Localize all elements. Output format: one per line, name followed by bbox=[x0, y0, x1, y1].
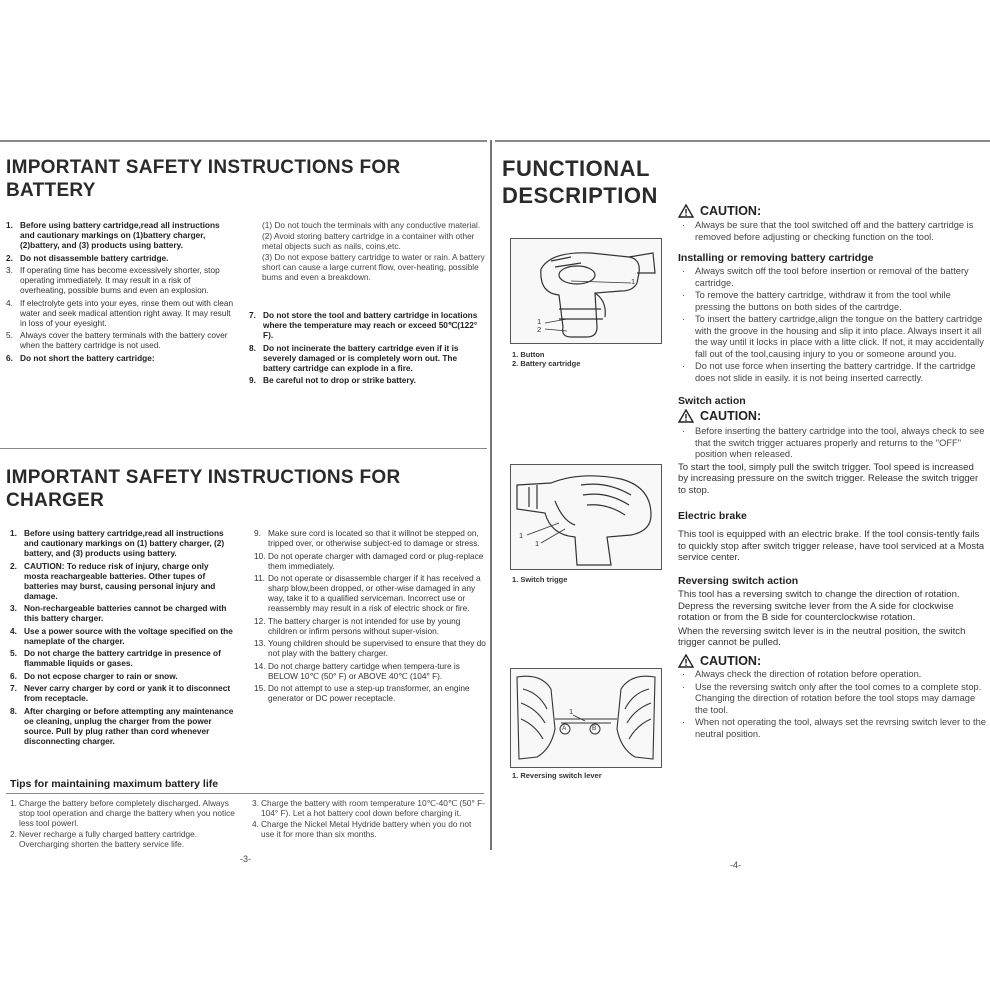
tip-item bbox=[252, 819, 486, 839]
bullet-item bbox=[678, 314, 986, 360]
bullet-dot-icon: · bbox=[682, 361, 686, 371]
item-number: 15. bbox=[254, 683, 266, 693]
tips-left bbox=[10, 798, 242, 850]
electric-brake-paragraph: This tool is equipped with an electric brake. If the tool consis-tently fails to quickly stop after switch trigger release, have tool serviced at a Mosta service center. bbox=[678, 529, 985, 564]
instruction-item bbox=[6, 265, 234, 295]
bullet-dot-icon: · bbox=[682, 220, 686, 230]
warning-icon bbox=[678, 654, 694, 668]
caution-label-1: CAUTION: bbox=[700, 204, 762, 218]
functional-title-line1: FUNCTIONAL bbox=[502, 156, 650, 181]
bullet-item bbox=[678, 266, 986, 289]
instruction-item bbox=[6, 330, 234, 350]
item-text: Never carry charger by cord or yank it to disconnect from receptacle. bbox=[24, 683, 231, 703]
fig2-callout-1b: 1 bbox=[535, 539, 540, 548]
bullet-text: Use the reversing switch only after the tool comes to a complete stop. Changing the direction of rotation before the tool stops may damage the tool. bbox=[695, 681, 982, 715]
item-text: Do not operate or disassemble charger if it has received a sharp blow,been dropped, or other-wise damaged in any way, take it to a qualified serviceman. Incorrect use or reassembly may result in a risk of electric shock or fire. bbox=[268, 573, 481, 613]
instruction-item bbox=[254, 528, 486, 548]
tip-text: Never recharge a fully charged battery cartridge. Overcharging shorten the battery service life. bbox=[19, 829, 198, 849]
item-text: If operating time has become excessively shorter, stop operating immediately. It may result in a risk of overheating, possible bums and even an explosion. bbox=[20, 265, 220, 295]
switch-trigger-illustration bbox=[511, 465, 661, 569]
instruction-item bbox=[254, 616, 486, 636]
item-number: 13. bbox=[254, 638, 266, 648]
fig3-label-b: B bbox=[592, 725, 597, 732]
item-number: 7. bbox=[10, 683, 17, 693]
item-text: Do not disassemble battery cartridge. bbox=[20, 252, 169, 263]
installing-list bbox=[678, 266, 986, 384]
item-text: Young children should be supervised to ensure that they do not play with the battery charger. bbox=[268, 638, 486, 658]
item-number: 2. bbox=[10, 560, 17, 571]
bullet-item bbox=[678, 682, 986, 717]
item-number: 5. bbox=[6, 330, 13, 340]
bullet-text: Always be sure that the tool switched off and the battery cartridge is removed before adjusting or checking function on the tool. bbox=[695, 220, 974, 242]
fig1-callout-2: 2 bbox=[537, 325, 542, 334]
instruction-item bbox=[6, 298, 234, 328]
tip-text: Charge the Nickel Metal Hydride battery when you do not use it for more than six months. bbox=[261, 819, 472, 839]
instruction-item bbox=[249, 375, 487, 385]
installing-title: Installing or removing battery cartridge bbox=[678, 252, 874, 264]
page4-text-column bbox=[678, 204, 986, 741]
battery-title-line1: IMPORTANT SAFETY INSTRUCTIONS FOR bbox=[6, 157, 401, 178]
bullet-text: To remove the battery cartridge, withdraw it from the tool while pressing the buttons on both sides of the cartrdge. bbox=[695, 290, 951, 312]
item-text: Non-rechargeable batteries cannot be charged with this battery charger. bbox=[24, 603, 227, 623]
tip-text: Charge the battery before completely discharged. Always stop tool operation and charge the battery when you notice less tool powerl. bbox=[19, 798, 235, 828]
instruction-item bbox=[6, 353, 234, 363]
instruction-item bbox=[249, 343, 487, 373]
tip-item bbox=[252, 798, 486, 818]
instruction-item bbox=[10, 706, 234, 746]
battery-title-line2: BATTERY bbox=[6, 180, 96, 201]
item-text: Always cover the battery terminals with the battery cover when the battery cartridge is not used. bbox=[20, 330, 228, 350]
functional-title bbox=[502, 155, 672, 209]
figure-switch-trigger bbox=[510, 464, 662, 570]
bullet-item bbox=[678, 290, 986, 313]
charger-title-line1: IMPORTANT SAFETY INSTRUCTIONS FOR bbox=[6, 467, 401, 488]
bullet-dot-icon: · bbox=[682, 266, 686, 276]
item-number: 4. bbox=[10, 625, 17, 636]
item-text: Do not operate charger with damaged cord or plug-replace them immediately. bbox=[268, 550, 484, 571]
item-number: 9. bbox=[254, 528, 261, 538]
bullet-item bbox=[678, 361, 986, 384]
bullet-item bbox=[678, 426, 986, 461]
item-number: 1. bbox=[6, 220, 13, 230]
page4-top-rule bbox=[495, 140, 990, 142]
fig2-callout-1: 1 bbox=[519, 531, 524, 540]
item-text: If electrolyte gets into your eyes, rinse them out with clean water and seek madical attention right away. It may result in loss of your eyesight. bbox=[20, 297, 234, 328]
bullet-dot-icon: · bbox=[682, 717, 686, 728]
drill-illustration bbox=[511, 239, 661, 343]
fig1-callout-1b: 1 bbox=[537, 317, 542, 326]
tips-rule bbox=[6, 793, 484, 794]
item-number: 10. bbox=[254, 550, 266, 561]
bullet-dot-icon: · bbox=[682, 314, 686, 324]
tip-text: Charge the battery with room temperature 10℃-40℃ (50° F-104° F). Let a hot battery cool down before charging it. bbox=[261, 798, 485, 818]
instruction-item bbox=[10, 561, 234, 601]
bullet-item bbox=[678, 669, 986, 681]
warning-icon bbox=[678, 204, 694, 218]
reversing-switch-title: Reversing switch action bbox=[678, 575, 799, 588]
caution-list-3 bbox=[678, 669, 986, 740]
fig1-caption-1: 1. Button bbox=[512, 350, 545, 359]
fig1-caption-2: 2. Battery cartridge bbox=[512, 359, 581, 368]
bullet-text: When not operating the tool, always set the revrsing switch lever to the neutral position. bbox=[695, 717, 986, 739]
item-number: 5. bbox=[10, 648, 17, 658]
bullet-text: Before inserting the battery cartridge into the tool, always check to see that the switch trigger actuares properly and returns to the "OFF" position when released. bbox=[695, 426, 985, 459]
instruction-item bbox=[10, 603, 234, 623]
charger-instructions-left bbox=[10, 528, 234, 748]
instruction-item bbox=[10, 626, 234, 646]
instruction-item bbox=[10, 683, 234, 703]
item-text: Before using battery cartridge,read all instructions and cautionary markings on (1)battery charger, (2)battery, and (3) products using battery. bbox=[20, 220, 220, 250]
bullet-text: Always check the direction of rotation before operation. bbox=[695, 669, 922, 680]
item-text: The battery charger is not intended for use by young children or infirm persons without super-vision. bbox=[268, 615, 461, 636]
fig1-callout-1: 1 bbox=[631, 277, 636, 286]
switch-action-title: Switch action bbox=[678, 395, 746, 407]
battery-short-subitem: (3) Do not expose battery cartridge to water or rain. A battery short can cause a large current flow, over-heating, possible bums and even a breakdown. bbox=[262, 252, 485, 282]
bullet-item bbox=[678, 717, 986, 740]
instruction-item bbox=[10, 671, 234, 681]
caution-label-3: CAUTION: bbox=[700, 654, 762, 669]
battery-short-subitems bbox=[262, 220, 487, 283]
page-number-3: -3- bbox=[240, 854, 251, 864]
battery-short-subitem: (2) Avoid storing battery cartridge in a container with other metal objects such as nails, coins,etc. bbox=[262, 231, 475, 251]
reversing-paragraph-1: This tool has a reversing switch to change the direction of rotation. Depress the reversing switche lever from the A side for clockwise rotation or from the B side for counterclockwise rotation. bbox=[678, 589, 960, 624]
bullet-text: To insert the battery cartridge,align the tongue on the battery cartridge with the groove in the housing and slip it into place. Always insert it all the way until it locks in place with a litte click. If not, it may accidentally fall out of the tool,causing injury to you or someone around you. bbox=[695, 314, 984, 359]
instruction-item bbox=[254, 573, 486, 613]
caution-heading-2 bbox=[678, 409, 986, 423]
item-text: Do not incinerate the battery cartridge even if it is severely damaged or is completely worn out. The battery cartridge can explode in a fire. bbox=[263, 342, 459, 373]
bullet-text: Do not use force when inserting the battery cartridge. If the cartridge does not slide in easily. it is not being inserted carrectly. bbox=[695, 361, 976, 383]
item-number: 14. bbox=[254, 660, 266, 671]
caution-list-2 bbox=[678, 426, 986, 461]
caution-label-2: CAUTION: bbox=[700, 409, 762, 423]
instruction-item bbox=[10, 528, 234, 558]
battery-instructions-right bbox=[249, 310, 487, 388]
caution-list-1 bbox=[678, 220, 986, 243]
figure-battery-cartridge bbox=[510, 238, 662, 344]
item-number: 4. bbox=[6, 297, 13, 308]
instruction-item bbox=[254, 551, 486, 571]
tip-number: 2. bbox=[10, 829, 17, 839]
bullet-item bbox=[678, 220, 986, 243]
caution-heading-1 bbox=[678, 204, 986, 218]
battery-instructions-left bbox=[6, 220, 234, 365]
item-text: Use a power source with the voltage specified on the nameplate of the charger. bbox=[24, 625, 233, 646]
item-text: Be careful not to drop or strike battery. bbox=[263, 375, 416, 385]
item-number: 6. bbox=[6, 352, 13, 363]
warning-icon bbox=[678, 409, 694, 423]
functional-title-line2: DESCRIPTION bbox=[502, 183, 658, 208]
switch-action-paragraph: To start the tool, simply pull the switch trigger. Tool speed is increased by increasing pressure on the switch trigger. Release the switch trigger to stop. bbox=[678, 461, 979, 496]
bullet-dot-icon: · bbox=[682, 681, 686, 692]
caution-heading-3 bbox=[678, 654, 986, 668]
item-number: 8. bbox=[10, 705, 17, 716]
tip-item bbox=[10, 798, 242, 828]
page3-top-rule bbox=[0, 140, 487, 142]
bullet-dot-icon: · bbox=[682, 290, 686, 300]
fig3-callout-1: 1 bbox=[569, 707, 574, 716]
tip-number: 4. bbox=[252, 819, 259, 829]
charger-instructions-right bbox=[254, 528, 486, 706]
item-text: Make sure cord is located so that it willnot be stepped on, tripped over, or otherwise subject-ed to damage or stress. bbox=[268, 528, 480, 548]
fig1-caption bbox=[512, 350, 580, 368]
charger-separator bbox=[0, 448, 487, 449]
item-text: After charging or before attempting any maintenance oe cleaning, unplug the charger from the power source. Pull by plug rather than cord whenever disconnecting charger. bbox=[24, 705, 234, 746]
item-text: Before using battery cartridge,read all instructions and cautionary markings on (1) battery charger, (2) battery, and (3) products using battery. bbox=[24, 528, 225, 558]
instruction-item bbox=[254, 683, 486, 703]
instruction-item bbox=[6, 253, 234, 263]
figure-reversing-switch bbox=[510, 668, 662, 768]
charger-title bbox=[6, 466, 486, 512]
item-text: Do not short the battery cartridge: bbox=[20, 352, 155, 363]
bullet-dot-icon: · bbox=[682, 669, 686, 680]
tip-item bbox=[10, 829, 242, 849]
tip-number: 1. bbox=[10, 798, 17, 808]
instruction-item bbox=[254, 661, 486, 681]
tip-number: 3. bbox=[252, 798, 259, 808]
item-text: Do not attempt to use a step-up transformer, an engine generator or DC power receptacle. bbox=[268, 683, 470, 703]
page-number-4: -4- bbox=[730, 860, 741, 870]
item-number: 8. bbox=[249, 342, 256, 353]
item-number: 3. bbox=[6, 265, 13, 275]
instruction-item bbox=[254, 638, 486, 658]
item-text: Do not charge the battery cartridge in presence of flammable liquids or gases. bbox=[24, 648, 221, 668]
bullet-dot-icon: · bbox=[682, 426, 686, 436]
item-number: 2. bbox=[6, 252, 13, 263]
tips-title: Tips for maintaining maximum battery life bbox=[10, 778, 219, 790]
electric-brake-title: Electric brake bbox=[678, 510, 747, 523]
item-number: 11. bbox=[254, 573, 265, 583]
item-number: 6. bbox=[10, 670, 17, 681]
fig3-caption: 1. Reversing switch lever bbox=[512, 771, 602, 780]
instruction-item bbox=[249, 310, 487, 340]
reversing-paragraph-2: When the reversing switch lever is in the neutral position, the switch trigger cannot be pulled. bbox=[678, 625, 966, 649]
item-text: Do not store the tool and battery cartridge in locations where the temperature may reach or exceed 50℃(122° F). bbox=[263, 310, 478, 340]
instruction-item bbox=[10, 648, 234, 668]
item-text: Do not ecpose charger to rain or snow. bbox=[24, 670, 178, 681]
fig3-label-a: A bbox=[562, 725, 567, 732]
instruction-item bbox=[6, 220, 234, 250]
item-number: 7. bbox=[249, 310, 256, 320]
item-text: CAUTION: To reduce risk of injury, charge only mosta reachargeable batteries. Other tupes of batteries may burst, causing personal injury and damage. bbox=[24, 560, 216, 601]
reversing-switch-illustration bbox=[511, 669, 661, 767]
page-divider bbox=[490, 140, 492, 850]
battery-short-subitem: (1) Do not touch the terminals with any conductive material. bbox=[262, 220, 481, 230]
fig2-caption: 1. Switch trigge bbox=[512, 575, 568, 584]
charger-title-line2: CHARGER bbox=[6, 490, 105, 511]
battery-title bbox=[6, 156, 486, 202]
item-number: 1. bbox=[10, 528, 17, 538]
item-number: 3. bbox=[10, 603, 17, 613]
item-number: 9. bbox=[249, 375, 256, 385]
item-number: 12. bbox=[254, 615, 266, 626]
tips-right bbox=[252, 798, 486, 840]
bullet-text: Always switch off the tool before insertion or removal of the battery cartridge. bbox=[695, 266, 969, 288]
item-text: Do not charge battery cartidge when tempera-ture is BELOW 10℃ (50° F) or ABOVE 40℃ (104° F). bbox=[268, 660, 460, 681]
